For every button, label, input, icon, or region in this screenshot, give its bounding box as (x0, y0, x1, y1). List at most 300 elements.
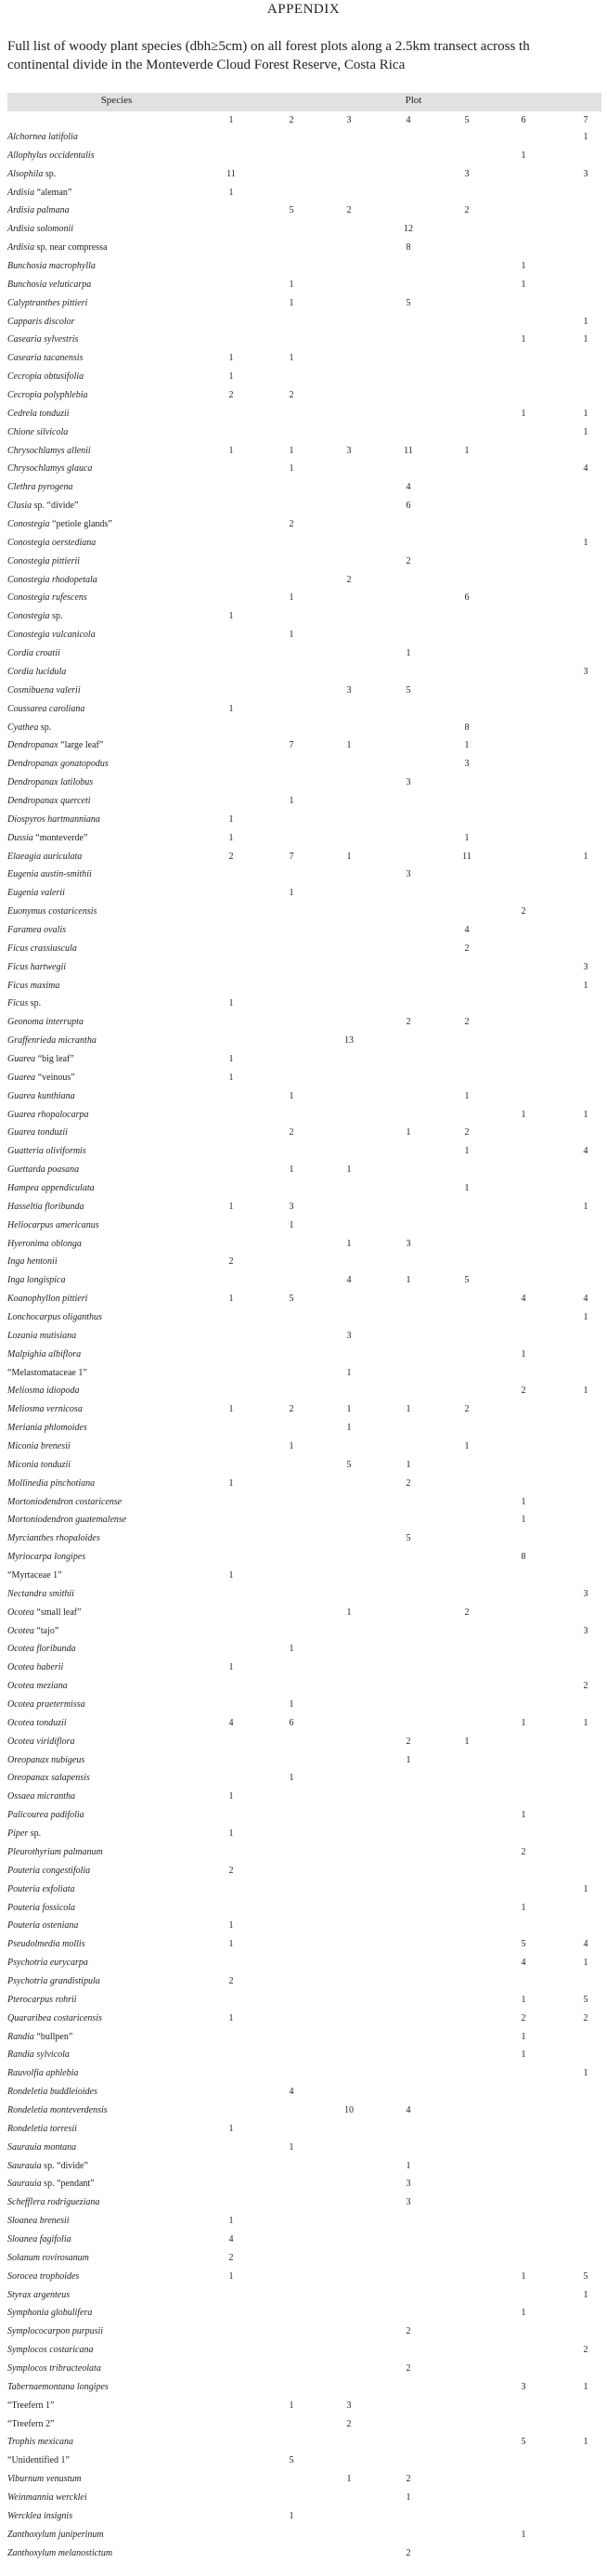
species-qualifier: “aleman” (34, 187, 72, 198)
species-name (7, 1939, 85, 1949)
species-genus: Conostegia (7, 611, 50, 622)
species-name (7, 538, 96, 548)
plot-count-cell: 2 (346, 2418, 352, 2429)
plot-count-cell: 1 (228, 832, 234, 843)
species-name (7, 390, 88, 400)
plot-count-cell: 1 (228, 611, 234, 622)
table-row (0, 2175, 607, 2193)
species-genus: Meliosma vernicosa (7, 1404, 83, 1415)
species-genus: Rondeletia torresii (7, 2123, 77, 2134)
species-name (7, 1718, 67, 1728)
species-genus: Guarea rhopalocarpa (7, 1109, 89, 1120)
species-name (7, 2290, 70, 2300)
species-genus: Casearia sylvestris (7, 334, 79, 345)
species-name (7, 1110, 89, 1120)
species-qualifier: sp. near compressa (34, 242, 108, 254)
table-row (0, 184, 607, 202)
species-name (7, 2049, 70, 2060)
species-genus: Saurauia (7, 2160, 42, 2171)
table-row (0, 1935, 607, 1954)
plot-count-cell: 2 (228, 851, 234, 862)
plot-count-cell: 1 (228, 1404, 234, 1415)
species-genus: Meliosma idiopoda (7, 1386, 80, 1397)
table-row (0, 1769, 607, 1788)
species-name (7, 1699, 85, 1710)
species-genus: Symplococarpon purpusii (7, 2326, 104, 2337)
plot-count-cell: 3 (583, 1588, 588, 1599)
species-name (7, 1515, 126, 1525)
species-genus: Bunchosia macrophylla (7, 261, 96, 272)
table-row (0, 2415, 607, 2434)
species-genus: Hyeronima oblonga (7, 1238, 82, 1249)
plot-count-cell: 1 (583, 334, 588, 345)
table-row (0, 1013, 607, 1032)
species-name (7, 519, 112, 529)
plot-count-cell: 1 (228, 1828, 234, 1840)
plot-count-cell: 1 (583, 1717, 588, 1728)
plot-count-cell: 3 (583, 168, 588, 179)
species-genus: Sorocea trophoides (7, 2270, 80, 2282)
plot-count-cell: 1 (289, 1644, 294, 1655)
species-genus: Ocotea viridiflora (7, 1736, 75, 1747)
species-genus: Randia sylvicola (7, 2049, 70, 2061)
species-genus: Ficus maxima (7, 980, 60, 991)
table-row (0, 1493, 607, 1512)
table-row (0, 257, 607, 276)
table-row (0, 1346, 607, 1364)
plot-count-cell: 4 (228, 2233, 234, 2244)
species-genus: Zanthoxylum melanostictum (7, 2547, 113, 2558)
species-name (7, 224, 73, 234)
species-genus: Palicourea padifolia (7, 1810, 84, 1821)
species-name (7, 740, 103, 750)
table-row (0, 1382, 607, 1400)
table-row (0, 1475, 607, 1493)
plot-count-cell: 1 (521, 2308, 526, 2319)
species-name (7, 2511, 72, 2521)
plot-count-cell: 1 (289, 1773, 294, 1784)
plot-count-cell: 1 (346, 1607, 352, 1618)
species-genus: Heliocarpus americanus (7, 1219, 99, 1230)
plot-count-cell: 1 (228, 2216, 234, 2227)
plot-count-cell: 3 (464, 168, 470, 179)
species-name (7, 2363, 101, 2374)
plot-count-cell: 4 (521, 1294, 526, 1305)
species-name (7, 796, 91, 806)
species-name (7, 1995, 77, 2005)
plot-count-cell: 2 (464, 943, 470, 954)
species-name (7, 2400, 54, 2411)
table-row (0, 700, 607, 719)
plot-count-cell: 1 (583, 1883, 588, 1894)
plot-count-cell: 4 (583, 1146, 588, 1157)
species-genus: Wercklea insignis (7, 2510, 73, 2521)
table-row (0, 2139, 607, 2157)
species-qualifier: sp. (28, 998, 42, 1009)
table-row (0, 2101, 607, 2120)
plot-count-cell: 3 (406, 2197, 411, 2208)
plot-number: 4 (406, 115, 411, 125)
plot-count-cell: 8 (464, 722, 470, 733)
plot-count-cell: 8 (406, 242, 411, 254)
plot-count-cell: 1 (521, 1348, 526, 1360)
plot-count-cell: 1 (521, 279, 526, 290)
species-genus: Cecropia polyphlebia (7, 390, 88, 401)
species-name (7, 2271, 79, 2282)
plot-count-cell: 1 (583, 2068, 588, 2079)
plot-count-cell: 2 (406, 1736, 411, 1747)
species-genus: Conostegia vulcanicola (7, 630, 96, 641)
table-row (0, 1917, 607, 1935)
table-row (0, 1142, 607, 1161)
species-name (7, 1183, 95, 1193)
species-name (7, 1478, 95, 1489)
plot-count-cell: 2 (289, 519, 294, 530)
species-name (7, 1127, 68, 1138)
plot-count-cell: 1 (521, 1109, 526, 1120)
species-genus: Cosmibuena valerii (7, 684, 81, 696)
plot-count-cell: 2 (289, 1404, 294, 1415)
table-row (0, 1714, 607, 1733)
species-genus: Conostegia rufescens (7, 592, 87, 604)
species-genus: Chrysochlamys allenii (7, 445, 91, 456)
plot-count-cell: 1 (464, 740, 470, 751)
species-name (7, 1903, 75, 1913)
species-name (7, 1091, 75, 1101)
species-name (7, 2105, 108, 2115)
plot-count-cell: 1 (464, 832, 470, 843)
species-genus: Rauvolfia aphlebia (7, 2068, 79, 2079)
species-name (7, 1017, 84, 1027)
plot-count-cell: 2 (521, 1386, 526, 1397)
species-qualifier: “Treefern 2” (7, 2418, 55, 2429)
species-genus: Sloanea fagifolia (7, 2233, 71, 2244)
table-row (0, 1899, 607, 1918)
species-name (7, 2548, 112, 2558)
species-name (7, 2437, 73, 2447)
species-name (7, 1958, 88, 1968)
plot-count-cell: 4 (289, 2087, 294, 2098)
species-genus: Ocotea (7, 1625, 34, 1636)
table-row (0, 2304, 607, 2322)
species-name (7, 1552, 85, 1562)
table-row (0, 1585, 607, 1604)
plot-count-cell: 1 (289, 1219, 294, 1230)
species-name (7, 1220, 99, 1230)
species-genus: Trophis mexicana (7, 2437, 74, 2448)
plot-count-cell: 11 (404, 445, 413, 456)
plot-count-cell: 1 (289, 1090, 294, 1101)
species-genus: Clusia (7, 501, 32, 512)
table-row (0, 2157, 607, 2176)
plot-count-cell: 1 (406, 1459, 411, 1470)
table-row (0, 405, 607, 423)
species-qualifier: sp. “pendant” (41, 2179, 95, 2190)
plot-count-cell: 1 (228, 371, 234, 383)
plot-count-cell: 1 (464, 1090, 470, 1101)
species-genus: Pouteria osteniana (7, 1920, 79, 1932)
table-row (0, 848, 607, 866)
table-row (0, 1862, 607, 1880)
species-genus: Mollinedia pinchotiana (7, 1477, 96, 1489)
plot-number-row (0, 115, 607, 128)
species-genus: Rondeletia buddleioides (7, 2087, 97, 2098)
plot-count-cell: 1 (406, 1127, 411, 1138)
plot-count-cell: 1 (583, 1109, 588, 1120)
table-row (0, 644, 607, 663)
plot-count-cell: 3 (406, 1238, 411, 1249)
species-name (7, 150, 95, 161)
species-name (7, 1533, 100, 1543)
species-name (7, 906, 97, 917)
species-name (7, 1441, 71, 1451)
species-genus: Rondeletia monteverdensis (7, 2104, 108, 2115)
table-row (0, 2378, 607, 2397)
plot-count-cell: 2 (464, 205, 470, 216)
plot-count-cell: 1 (583, 316, 588, 327)
plot-count-cell: 1 (521, 1717, 526, 1728)
table-row (0, 1106, 607, 1125)
plot-count-cell: 7 (289, 740, 294, 751)
species-name (7, 1681, 68, 1691)
plot-count-cell: 3 (346, 1330, 352, 1341)
plot-count-cell: 4 (346, 1275, 352, 1286)
species-name (7, 1331, 76, 1341)
plot-count-cell: 3 (406, 869, 411, 880)
species-name (7, 482, 72, 492)
species-name (7, 1368, 87, 1378)
species-genus: Koanophyllon pittieri (7, 1294, 88, 1305)
species-genus: Faramea ovalis (7, 924, 67, 935)
plot-count-cell: 2 (346, 205, 352, 216)
table-row (0, 2120, 607, 2139)
table-row (0, 1419, 607, 1438)
table-row (0, 1604, 607, 1622)
plot-count-cell: 2 (228, 1256, 234, 1268)
table-row (0, 755, 607, 774)
table-row (0, 958, 607, 977)
plot-count-cell: 1 (521, 2529, 526, 2540)
species-name (7, 1589, 74, 1599)
species-name (7, 777, 93, 787)
species-genus: Dendropanax (7, 740, 58, 751)
table-row (0, 331, 607, 349)
species-name (7, 2013, 102, 2023)
plot-count-cell: 6 (464, 592, 470, 604)
species-name (7, 962, 66, 972)
species-name (7, 998, 41, 1008)
species-name (7, 1054, 74, 1064)
species-genus: Nectandra smithii (7, 1588, 74, 1599)
plot-count-cell: 1 (583, 537, 588, 548)
plot-count-cell: 2 (464, 1404, 470, 1415)
species-name (7, 611, 62, 621)
plot-count-cell: 1 (228, 445, 234, 456)
species-genus: Symplocos tribracteolata (7, 2362, 101, 2374)
species-name (7, 943, 77, 954)
plot-count-cell: 1 (228, 703, 234, 714)
table-row (0, 202, 607, 220)
species-name (7, 2530, 104, 2540)
species-genus: Bunchosia veluticarpa (7, 279, 92, 290)
species-name (7, 1386, 80, 1396)
plot-count-cell: 4 (583, 1294, 588, 1305)
table-row (0, 571, 607, 590)
species-genus: Piper (7, 1828, 29, 1840)
plot-number: 2 (289, 115, 294, 125)
species-genus: Tabernaemontana longipes (7, 2381, 109, 2392)
plot-count-cell: 5 (406, 1533, 411, 1544)
plot-count-cell: 8 (521, 1552, 526, 1563)
plot-number: 5 (464, 115, 470, 125)
plot-count-cell: 1 (289, 279, 294, 290)
table-row (0, 2249, 607, 2268)
table-row (0, 368, 607, 386)
plot-count-cell: 2 (406, 555, 411, 566)
plot-count-cell: 2 (406, 2474, 411, 2485)
table-row (0, 1235, 607, 1254)
species-name (7, 722, 51, 733)
plot-count-cell: 1 (464, 1736, 470, 1747)
species-name (7, 1920, 78, 1931)
plot-number: 1 (228, 115, 234, 125)
species-genus: Guatteria oliviformis (7, 1146, 86, 1157)
table-row (0, 1179, 607, 1198)
plot-count-cell: 5 (289, 2455, 294, 2466)
plot-column-header: Plot (405, 95, 422, 106)
table-row (0, 884, 607, 903)
table-row (0, 2028, 607, 2047)
plot-count-cell: 1 (521, 150, 526, 161)
plot-count-cell: 2 (583, 2345, 588, 2356)
plot-count-cell: 2 (228, 1865, 234, 1876)
table-row (0, 1733, 607, 1751)
species-genus: Miconia tonduzii (7, 1459, 71, 1470)
species-genus: Eugenia austin-smithii (7, 869, 92, 880)
species-genus: Symphonia globulifera (7, 2308, 93, 2319)
species-qualifier: “petiole glands” (49, 519, 112, 530)
species-genus: Pouteria fossicola (7, 1902, 76, 1913)
table-row (0, 1216, 607, 1235)
species-name (7, 1460, 71, 1470)
species-name (7, 2455, 70, 2465)
species-name (7, 1866, 90, 1876)
plot-count-cell: 1 (583, 980, 588, 991)
species-genus: Ficus crassiuscula (7, 943, 77, 954)
table-row (0, 2452, 607, 2470)
plot-count-cell: 1 (464, 1182, 470, 1193)
table-row (0, 2046, 607, 2064)
plot-count-cell: 3 (406, 2179, 411, 2190)
plot-count-cell: 1 (583, 426, 588, 437)
species-genus: Sloanea brenesii (7, 2216, 70, 2227)
plot-count-cell: 1 (289, 353, 294, 364)
plot-count-cell: 1 (583, 2289, 588, 2300)
plot-count-cell: 2 (228, 2252, 234, 2263)
species-genus: Ficus hartwegii (7, 961, 67, 972)
species-genus: Ardisia (7, 187, 35, 198)
species-name (7, 2253, 89, 2263)
table-row (0, 1364, 607, 1383)
table-row (0, 2544, 607, 2563)
table-row (0, 626, 607, 644)
plot-count-cell: 3 (583, 1625, 588, 1636)
species-name (7, 1275, 66, 1285)
species-name (7, 1404, 83, 1414)
species-qualifier: “small leaf” (33, 1607, 82, 1618)
species-genus: Ardisia palmana (7, 205, 70, 216)
species-genus: Elaeagia auriculata (7, 851, 83, 862)
plot-count-cell: 2 (406, 2326, 411, 2337)
species-name (7, 2419, 54, 2429)
table-row (0, 1253, 607, 1271)
table-row (0, 220, 607, 239)
species-name (7, 685, 81, 696)
species-name (7, 869, 92, 879)
species-genus: Miconia brenesii (7, 1441, 71, 1452)
species-genus: Casearia tacanensis (7, 353, 84, 364)
species-genus: Ocotea tonduzii (7, 1717, 67, 1728)
plot-count-cell: 1 (521, 334, 526, 345)
plot-count-cell: 1 (228, 2270, 234, 2282)
species-name (7, 833, 87, 843)
species-name (7, 704, 84, 714)
plot-number: 3 (346, 115, 352, 125)
plot-count-cell: 1 (228, 2123, 234, 2134)
table-row (0, 1972, 607, 1991)
species-name (7, 1662, 63, 1672)
species-name (7, 501, 78, 511)
species-name (7, 667, 66, 677)
table-row (0, 1659, 607, 1677)
plot-count-cell: 10 (344, 2104, 354, 2115)
table-row (0, 1124, 607, 1142)
species-name (7, 1828, 41, 1839)
species-genus: Hasseltia floribunda (7, 1201, 84, 1212)
table-row (0, 2193, 607, 2212)
plot-count-cell: 5 (346, 1459, 352, 1470)
table-row (0, 2083, 607, 2101)
plot-count-cell: 5 (464, 1275, 470, 1286)
plot-count-cell: 4 (583, 1939, 588, 1950)
plot-count-cell: 1 (289, 2141, 294, 2153)
table-row (0, 165, 607, 184)
species-genus: Eugenia valerii (7, 888, 65, 899)
plot-count-cell: 1 (289, 2400, 294, 2411)
species-genus: Symplocos costaricana (7, 2345, 94, 2356)
species-genus: Pterocarpus rohrii (7, 1994, 77, 2005)
species-name (7, 205, 70, 215)
table-row (0, 1438, 607, 1456)
table-row (0, 1271, 607, 1290)
species-name (7, 1884, 75, 1894)
plot-count-cell: 2 (346, 574, 352, 585)
species-qualifier: “Melastomataceae 1” (7, 1367, 87, 1378)
species-name (7, 814, 100, 825)
table-row (0, 1751, 607, 1770)
plot-count-cell: 3 (346, 684, 352, 696)
plot-count-cell: 2 (464, 1017, 470, 1028)
table-row (0, 1290, 607, 1308)
species-genus: Viburnum venustum (7, 2474, 82, 2485)
species-genus: Pseudolmedia mollis (7, 1939, 85, 1950)
species-name (7, 446, 91, 456)
species-name (7, 2142, 76, 2153)
plot-count-cell: 3 (583, 961, 588, 972)
species-name (7, 1737, 75, 1747)
table-row (0, 239, 607, 257)
plot-count-cell: 4 (464, 924, 470, 935)
